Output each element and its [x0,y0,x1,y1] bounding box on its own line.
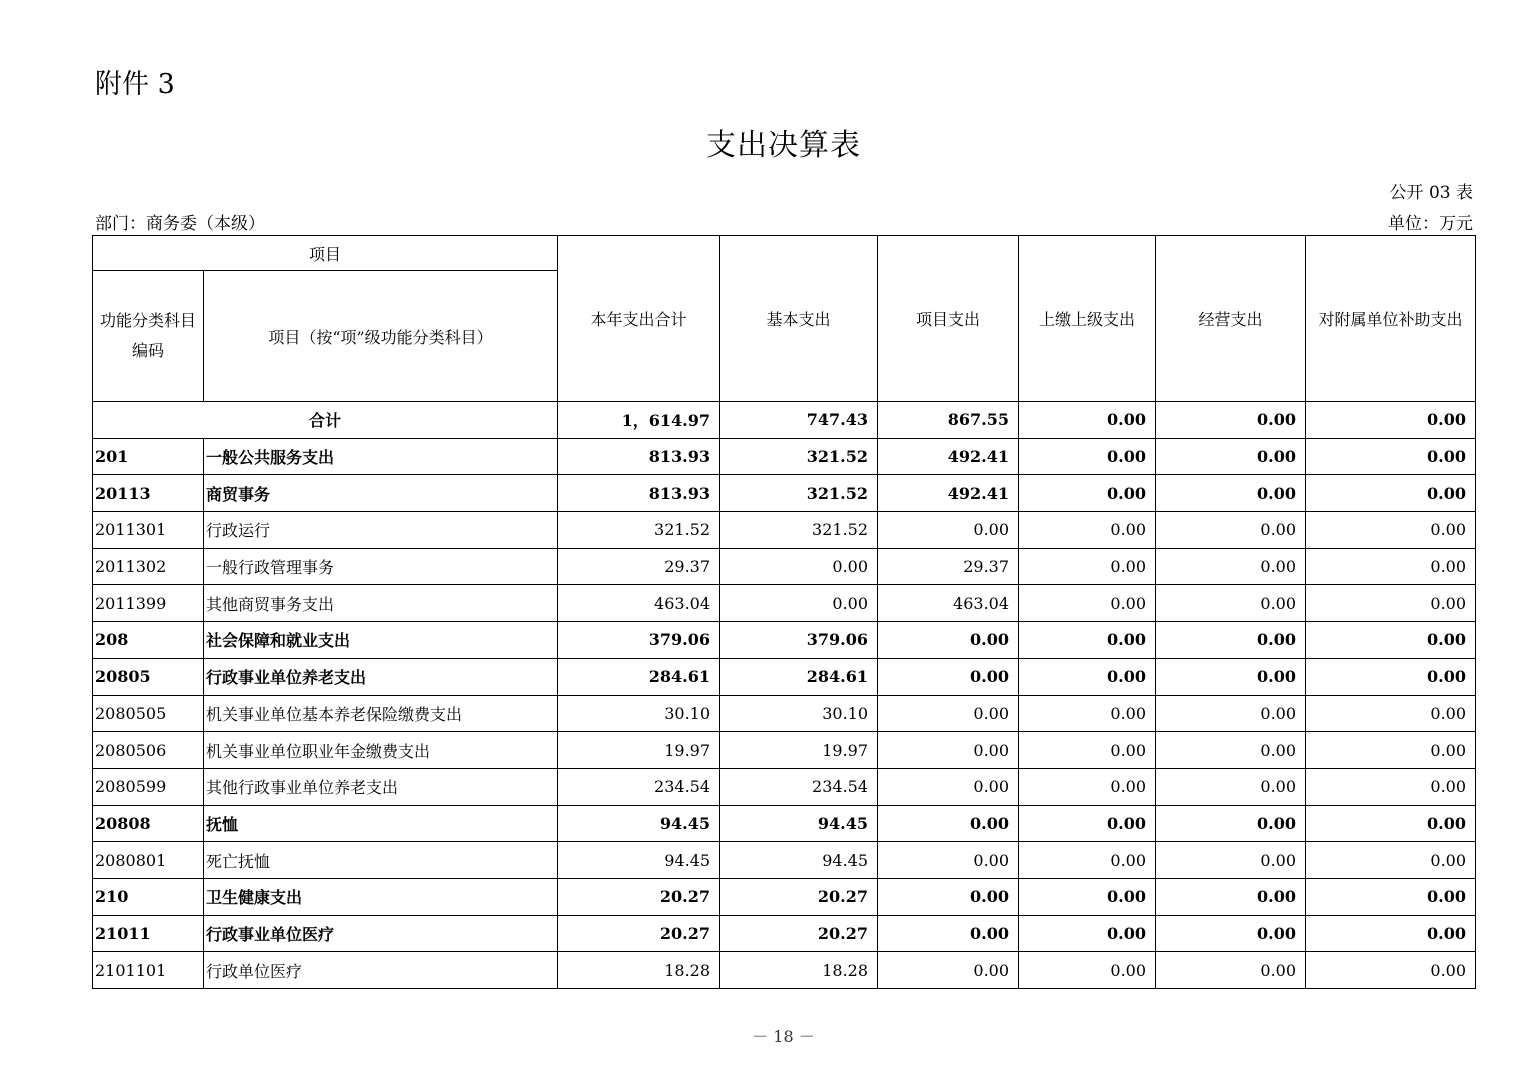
header-project: 项目 [93,236,558,271]
row-subsidy: 0.00 [1306,512,1476,549]
total-project-expenditure: 867.55 [878,402,1019,439]
row-subsidy: 0.00 [1306,622,1476,659]
row-basic: 321.52 [720,438,878,475]
form-number: 公开 03 表 [1389,183,1473,203]
total-business: 0.00 [1156,402,1306,439]
row-project-expenditure: 492.41 [878,475,1019,512]
header-basic: 基本支出 [720,236,878,402]
row-subsidy: 0.00 [1306,842,1476,879]
row-name: 机关事业单位职业年金缴费支出 [204,732,558,769]
row-code: 2101101 [93,952,204,989]
row-project-expenditure: 0.00 [878,878,1019,915]
row-name: 社会保障和就业支出 [204,622,558,659]
row-name: 其他商贸事务支出 [204,585,558,622]
row-total: 20.27 [558,878,720,915]
row-project-expenditure: 0.00 [878,622,1019,659]
row-basic: 0.00 [720,548,878,585]
row-basic: 379.06 [720,622,878,659]
row-code: 2080801 [93,842,204,879]
row-code: 20805 [93,658,204,695]
row-basic: 234.54 [720,768,878,805]
total-row [93,402,1476,439]
row-total: 18.28 [558,952,720,989]
row-total: 463.04 [558,585,720,622]
header-project-expenditure: 项目支出 [878,236,1019,402]
row-upper-remittance: 0.00 [1019,768,1156,805]
row-name: 行政单位医疗 [204,952,558,989]
row-name: 商贸事务 [204,475,558,512]
row-name: 一般公共服务支出 [204,438,558,475]
row-upper-remittance: 0.00 [1019,548,1156,585]
row-upper-remittance: 0.00 [1019,805,1156,842]
row-subsidy: 0.00 [1306,805,1476,842]
row-code: 2080505 [93,695,204,732]
row-total: 321.52 [558,512,720,549]
total-basic: 747.43 [720,402,878,439]
row-project-expenditure: 0.00 [878,768,1019,805]
row-total: 94.45 [558,805,720,842]
row-code: 208 [93,622,204,659]
row-project-expenditure: 0.00 [878,842,1019,879]
row-upper-remittance: 0.00 [1019,732,1156,769]
row-code: 2011399 [93,585,204,622]
row-total: 284.61 [558,658,720,695]
row-upper-remittance: 0.00 [1019,842,1156,879]
table-row [93,475,1476,512]
row-name: 一般行政管理事务 [204,548,558,585]
row-business: 0.00 [1156,878,1306,915]
row-project-expenditure: 0.00 [878,695,1019,732]
table-row [93,548,1476,585]
row-upper-remittance: 0.00 [1019,622,1156,659]
attachment-label: 附件 3 [95,69,175,100]
header-name: 项目（按“项”级功能分类科目） [204,271,558,402]
table-row [93,952,1476,989]
row-business: 0.00 [1156,805,1306,842]
row-subsidy: 0.00 [1306,768,1476,805]
row-name: 行政运行 [204,512,558,549]
row-basic: 30.10 [720,695,878,732]
row-business: 0.00 [1156,915,1306,952]
row-upper-remittance: 0.00 [1019,952,1156,989]
row-name: 抚恤 [204,805,558,842]
row-total: 379.06 [558,622,720,659]
table-row [93,805,1476,842]
row-project-expenditure: 0.00 [878,512,1019,549]
row-name: 其他行政事业单位养老支出 [204,768,558,805]
row-total: 29.37 [558,548,720,585]
table-row [93,915,1476,952]
row-name: 死亡抚恤 [204,842,558,879]
row-business: 0.00 [1156,512,1306,549]
table-row [93,622,1476,659]
row-subsidy: 0.00 [1306,438,1476,475]
row-business: 0.00 [1156,695,1306,732]
row-total: 813.93 [558,438,720,475]
row-subsidy: 0.00 [1306,878,1476,915]
total-label: 合计 [93,402,558,439]
row-code: 2080506 [93,732,204,769]
row-project-expenditure: 0.00 [878,732,1019,769]
row-basic: 20.27 [720,878,878,915]
header-code: 功能分类科目编码 [93,271,204,402]
page-title: 支出决算表 [706,128,861,163]
row-project-expenditure: 0.00 [878,952,1019,989]
row-name: 机关事业单位基本养老保险缴费支出 [204,695,558,732]
row-project-expenditure: 29.37 [878,548,1019,585]
row-business: 0.00 [1156,842,1306,879]
header-total: 本年支出合计 [558,236,720,402]
row-basic: 284.61 [720,658,878,695]
row-code: 2011302 [93,548,204,585]
row-business: 0.00 [1156,548,1306,585]
row-total: 20.27 [558,915,720,952]
row-business: 0.00 [1156,475,1306,512]
unit-label: 单位：万元 [1388,214,1473,234]
row-upper-remittance: 0.00 [1019,658,1156,695]
row-upper-remittance: 0.00 [1019,475,1156,512]
page-number: － 18 － [752,1027,815,1046]
expenditure-table [92,235,1476,989]
row-basic: 321.52 [720,475,878,512]
row-code: 20808 [93,805,204,842]
table-row [93,732,1476,769]
row-upper-remittance: 0.00 [1019,512,1156,549]
row-code: 2080599 [93,768,204,805]
row-project-expenditure: 463.04 [878,585,1019,622]
row-upper-remittance: 0.00 [1019,695,1156,732]
table-row [93,585,1476,622]
table-row [93,695,1476,732]
row-business: 0.00 [1156,438,1306,475]
row-total: 813.93 [558,475,720,512]
row-upper-remittance: 0.00 [1019,878,1156,915]
row-subsidy: 0.00 [1306,695,1476,732]
row-business: 0.00 [1156,952,1306,989]
row-business: 0.00 [1156,732,1306,769]
row-basic: 19.97 [720,732,878,769]
header-business: 经营支出 [1156,236,1306,402]
row-subsidy: 0.00 [1306,658,1476,695]
row-subsidy: 0.00 [1306,915,1476,952]
total-subsidy: 0.00 [1306,402,1476,439]
row-total: 234.54 [558,768,720,805]
table-row [93,512,1476,549]
table-row [93,842,1476,879]
row-basic: 94.45 [720,842,878,879]
row-basic: 321.52 [720,512,878,549]
row-basic: 18.28 [720,952,878,989]
row-name: 行政事业单位养老支出 [204,658,558,695]
row-subsidy: 0.00 [1306,475,1476,512]
row-business: 0.00 [1156,585,1306,622]
row-total: 94.45 [558,842,720,879]
table-row [93,438,1476,475]
row-subsidy: 0.00 [1306,585,1476,622]
header-subsidy: 对附属单位补助支出 [1306,236,1476,402]
row-basic: 0.00 [720,585,878,622]
row-name: 卫生健康支出 [204,878,558,915]
row-basic: 94.45 [720,805,878,842]
row-code: 21011 [93,915,204,952]
row-name: 行政事业单位医疗 [204,915,558,952]
row-upper-remittance: 0.00 [1019,915,1156,952]
row-total: 30.10 [558,695,720,732]
table-row [93,658,1476,695]
row-project-expenditure: 0.00 [878,915,1019,952]
row-code: 20113 [93,475,204,512]
row-code: 2011301 [93,512,204,549]
row-basic: 20.27 [720,915,878,952]
row-subsidy: 0.00 [1306,952,1476,989]
header-upper-remittance: 上缴上级支出 [1019,236,1156,402]
row-project-expenditure: 492.41 [878,438,1019,475]
total-total: 1，614.97 [558,402,720,439]
row-code: 201 [93,438,204,475]
row-project-expenditure: 0.00 [878,805,1019,842]
row-total: 19.97 [558,732,720,769]
table-row [93,768,1476,805]
row-upper-remittance: 0.00 [1019,438,1156,475]
row-upper-remittance: 0.00 [1019,585,1156,622]
row-code: 210 [93,878,204,915]
row-business: 0.00 [1156,768,1306,805]
row-subsidy: 0.00 [1306,732,1476,769]
row-subsidy: 0.00 [1306,548,1476,585]
total-upper-remittance: 0.00 [1019,402,1156,439]
department-label: 部门：商务委（本级） [95,214,265,234]
row-project-expenditure: 0.00 [878,658,1019,695]
table-row [93,878,1476,915]
row-business: 0.00 [1156,622,1306,659]
row-business: 0.00 [1156,658,1306,695]
